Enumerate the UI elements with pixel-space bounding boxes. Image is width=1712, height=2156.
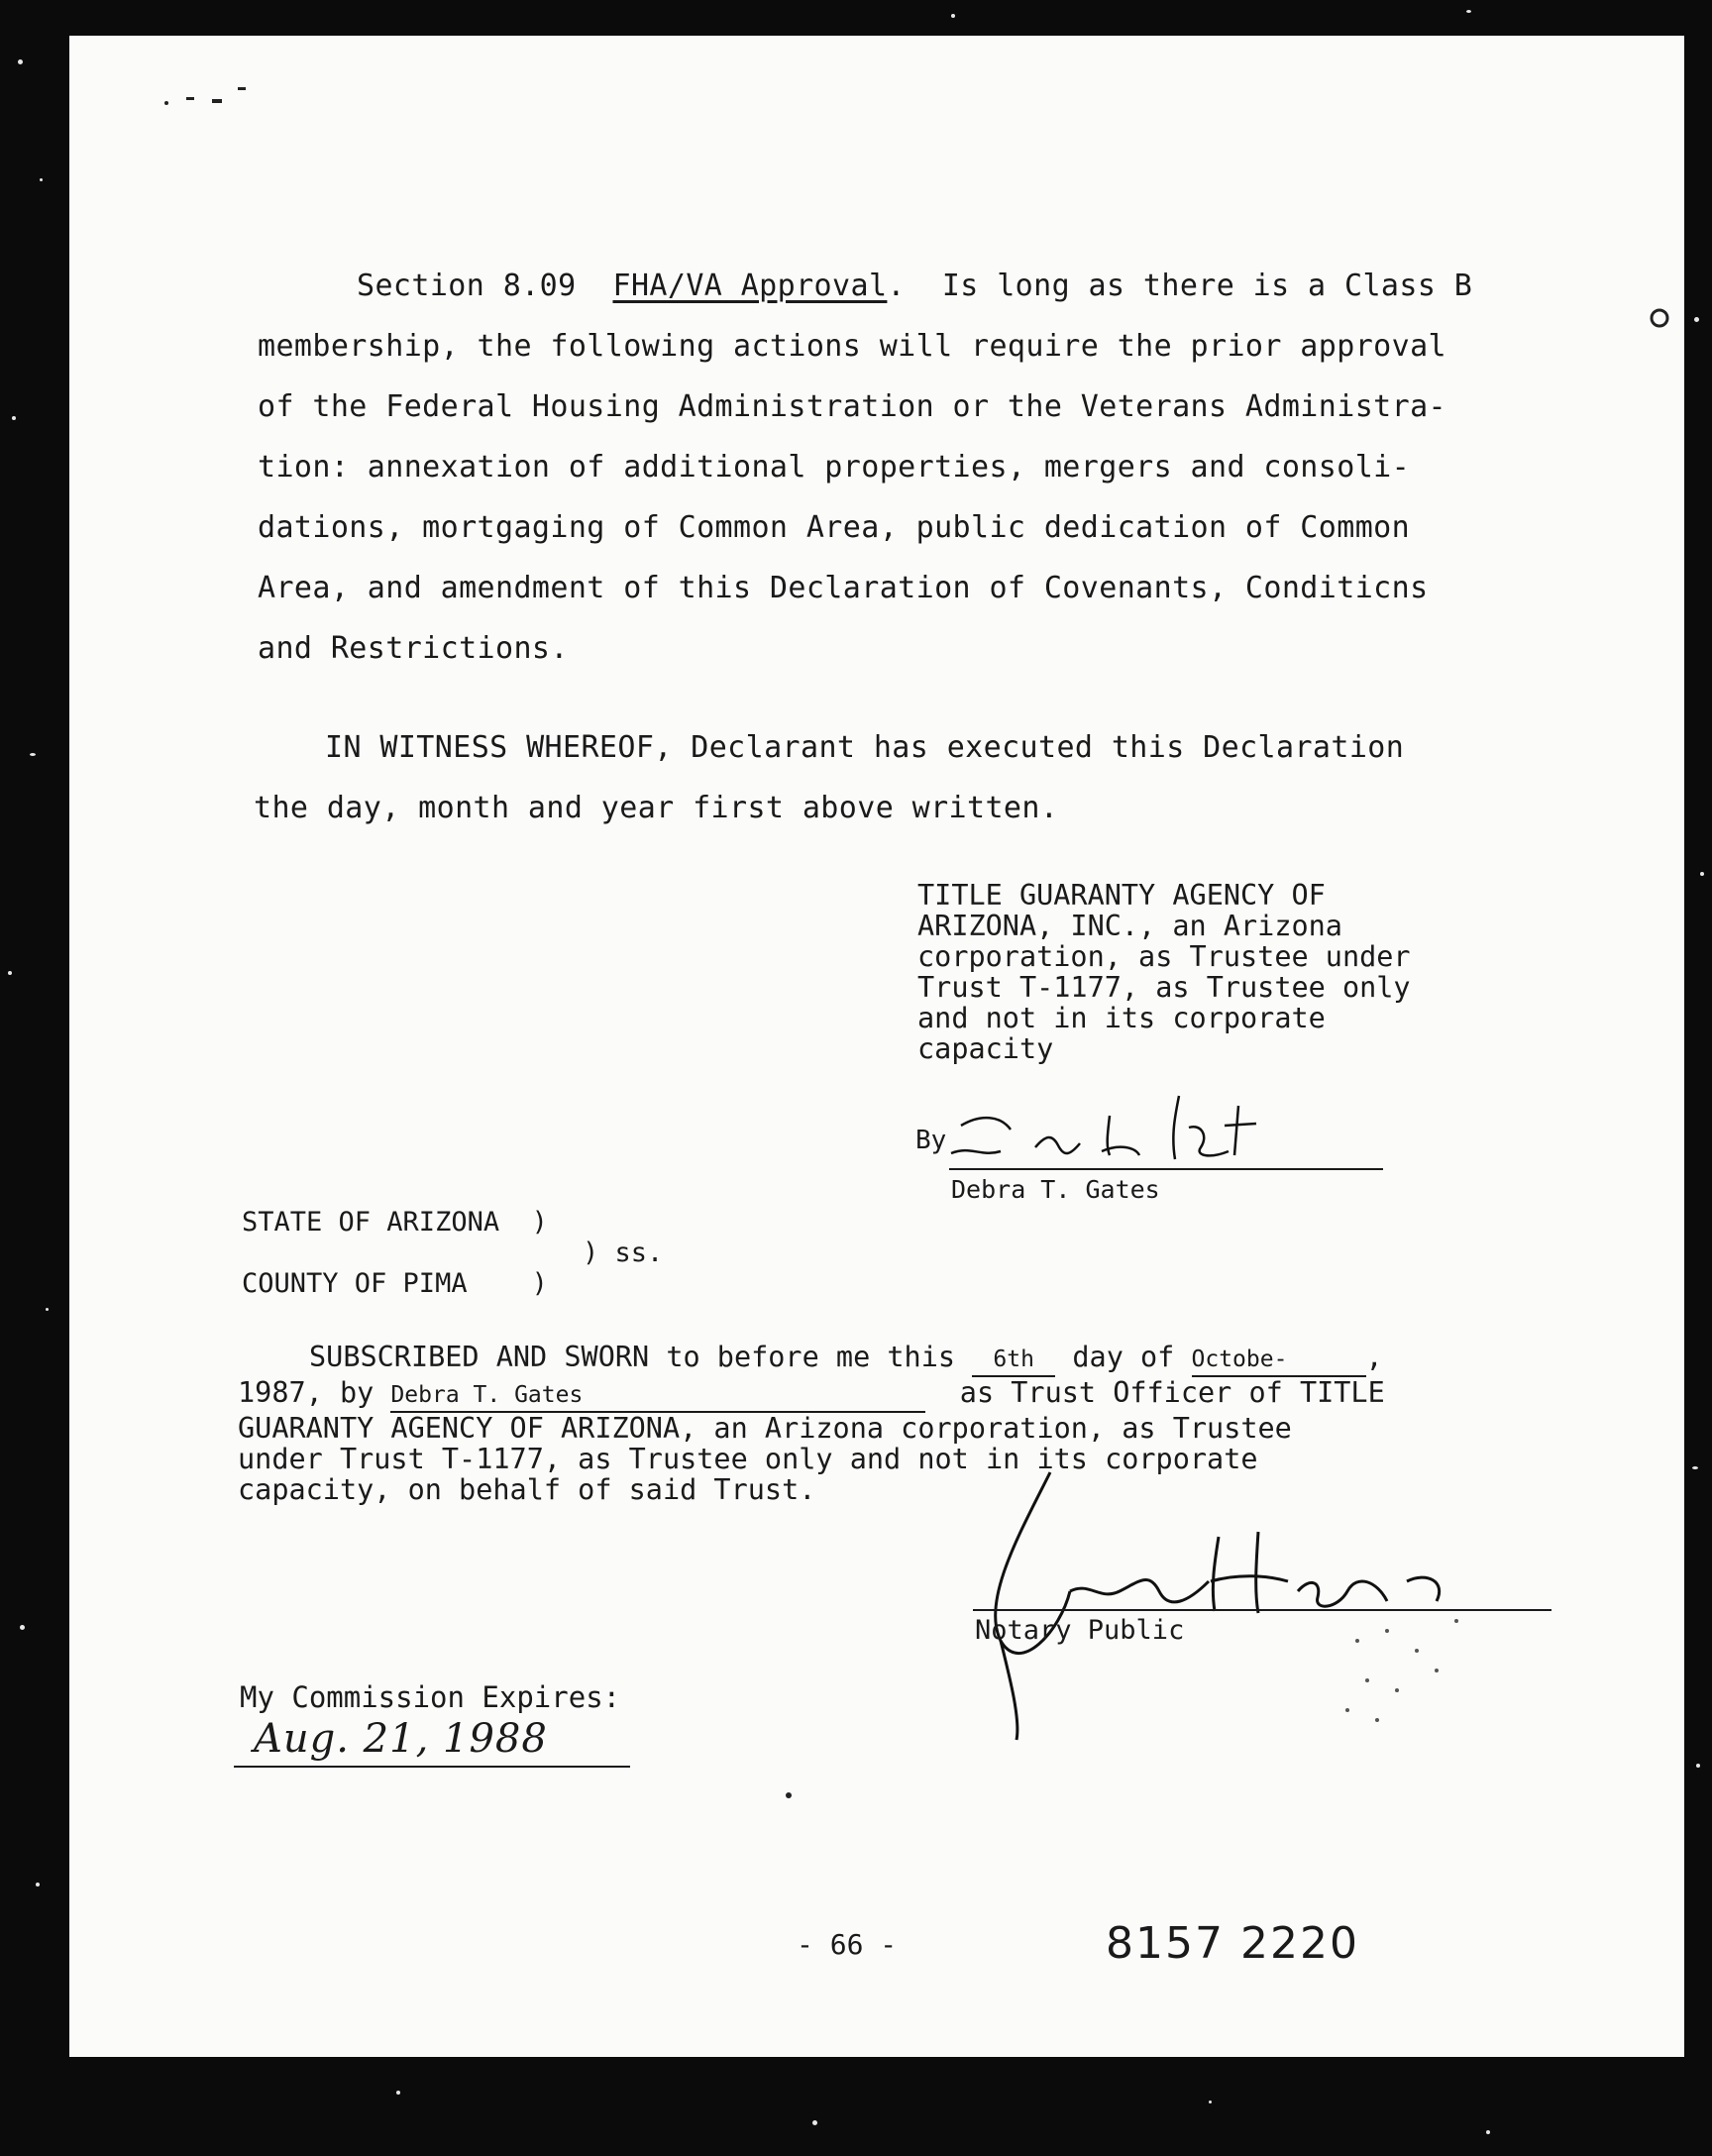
signatory-line-1: TITLE GUARANTY AGENCY OF (917, 879, 1326, 912)
ack-year-by: 1987, by (238, 1376, 374, 1409)
document-number: 8157 2220 (1106, 1918, 1359, 1969)
ack-line-2 (238, 1377, 1385, 1413)
section-heading-line (258, 256, 1472, 316)
ack-line-1 (238, 1342, 1385, 1377)
signatory-line-2: ARIZONA, INC., an Arizona (917, 910, 1342, 942)
page-number: - 66 - (797, 1928, 898, 1961)
ack-line-4: under Trust T-1177, as Trustee only and not in its corporate (238, 1443, 1258, 1475)
section-line-4: tion: annexation of additional properties, mergers and consoli- (258, 450, 1411, 485)
signatory-line-3: corporation, as Trustee under (917, 940, 1411, 973)
venue-paren-1: ) (531, 1207, 548, 1238)
trustee-signature-line (949, 1168, 1383, 1170)
section-title-dot: . (887, 269, 906, 303)
commission-date-line (234, 1766, 630, 1768)
scan-specks-right (1645, 303, 1674, 333)
ack-month-value: Octobe- (1192, 1345, 1366, 1377)
ack-line-3: GUARANTY AGENCY OF ARIZONA, an Arizona corporation, as Trustee (238, 1412, 1292, 1445)
commission-label: My Commission Expires: (240, 1680, 621, 1714)
notary-signature (921, 1443, 1536, 1750)
section-line-7: and Restrictions. (258, 631, 569, 666)
document-page (69, 36, 1684, 2057)
section-line-5: dations, mortgaging of Common Area, public dedication of Common (258, 510, 1411, 545)
venue-state-line (242, 1207, 663, 1238)
ack-day-of: day of (1072, 1341, 1175, 1373)
venue-county-line (242, 1268, 663, 1299)
section-line-3: of the Federal Housing Administration or the Veterans Administra- (258, 389, 1446, 424)
witness-line-1: IN WITNESS WHEREOF, Declarant has executed this Declaration (325, 730, 1405, 765)
signatory-line-4: Trust T-1177, as Trustee only (917, 971, 1411, 1004)
section-number: Section 8.09 (357, 269, 577, 303)
signatory-block (917, 880, 1411, 1064)
signatory-line-5: and not in its corporate (917, 1002, 1326, 1034)
venue-block (242, 1207, 663, 1299)
venue-county: COUNTY OF PIMA (242, 1268, 468, 1299)
commission-date: Aug. 21, 1988 (254, 1716, 548, 1762)
ack-line-5: capacity, on behalf of said Trust. (238, 1473, 816, 1506)
ack-day-value: 6th (972, 1345, 1055, 1377)
trustee-signature (941, 1086, 1298, 1175)
signer-name: Debra T. Gates (951, 1175, 1160, 1204)
venue-paren-3: ) (531, 1268, 548, 1299)
section-title: FHA/VA Approval (612, 269, 888, 303)
witness-line-2: the day, month and year first above written. (254, 791, 1059, 825)
ack-line-1-text: SUBSCRIBED AND SWORN to before me this (309, 1341, 956, 1373)
notary-signature-line (973, 1609, 1552, 1611)
notary-label: Notary Public (975, 1615, 1185, 1646)
witness-paragraph (254, 717, 1404, 838)
section-paragraph (258, 256, 1472, 679)
section-line-6: Area, and amendment of this Declaration of Covenants, Conditicns (258, 571, 1429, 605)
scan-specks (159, 75, 277, 115)
by-label: By (915, 1126, 947, 1155)
section-line-2: membership, the following actions will require the prior approval (258, 329, 1446, 364)
ack-comma: , (1365, 1341, 1383, 1373)
signatory-line-6: capacity (917, 1032, 1054, 1065)
ack-line-2-text: as Trust Officer of TITLE (959, 1376, 1385, 1409)
scan-speck-mid (783, 1789, 795, 1801)
venue-ss: ) ss. (583, 1238, 664, 1268)
venue-state: STATE OF ARIZONA (242, 1207, 500, 1238)
section-line-1: Is long as there is a Class B (941, 269, 1473, 303)
ack-name-value: Debra T. Gates (390, 1380, 925, 1413)
